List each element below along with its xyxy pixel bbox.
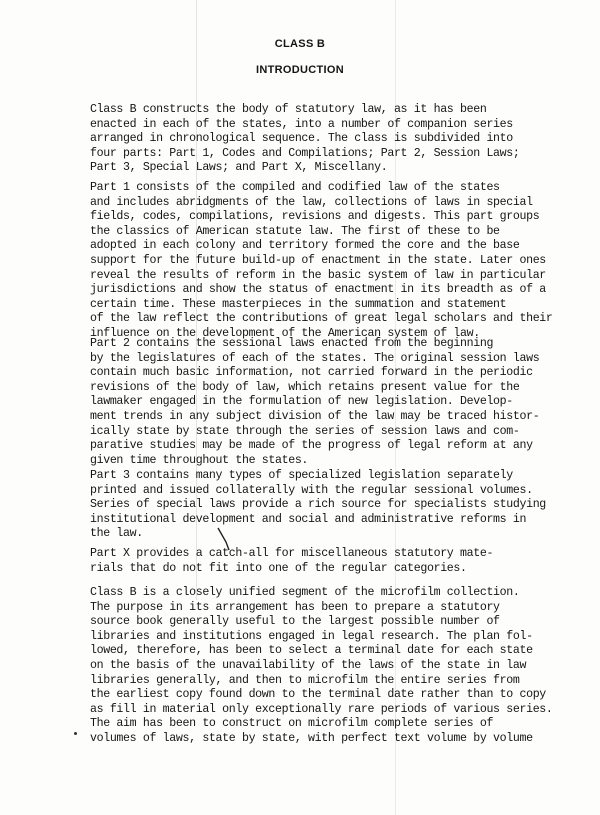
text-line: fields, codes, compilations, revisions and digests. This part groups: [90, 210, 540, 224]
text-line: given time throughout the states.: [90, 453, 309, 467]
text-line: libraries generally, and then to microfilm the entire series from: [90, 673, 520, 687]
paragraph-class-b-overview: [90, 103, 546, 176]
text-line: Class B is a closely unified segment of the microfilm collection.: [90, 586, 520, 599]
text-line: the law.: [90, 527, 143, 541]
text-line: and includes abridgments of the law, collections of laws in special: [90, 195, 533, 209]
text-line: support for the future build-up of enactment in the state. Later ones: [90, 253, 546, 267]
text-line: Part X provides a catch-all for miscellaneous statutory mate-: [90, 547, 494, 560]
text-line: influence on the development of the American system of law.: [90, 326, 480, 340]
paragraph-part-3: [90, 469, 546, 542]
text-line: revisions of the body of law, which retains present value for the: [90, 380, 520, 394]
paragraph-class-b-purpose: [90, 586, 553, 747]
text-line: parative studies may be made of the progress of legal reform at any: [90, 439, 533, 453]
text-line: volumes of laws, state by state, with perfect text volume by volume: [90, 731, 533, 745]
paragraph-part-x: [90, 547, 546, 576]
text-line: institutional development and social and administrative reforms in: [90, 512, 527, 526]
text-line: of the law reflect the contributions of great legal scholars and their: [90, 312, 553, 326]
text-line: source book generally useful to the largest possible number of: [90, 615, 500, 629]
text-line: jurisdictions and show the status of enactment in its breadth as of a: [90, 283, 546, 297]
text-line: The aim has been to construct on microfilm complete series of: [90, 717, 494, 731]
text-line: lawmaker engaged in the formulation of new legislation. Develop-: [90, 395, 513, 409]
text-line: ically state by state through the series of session laws and com-: [90, 424, 520, 438]
text-line: Series of special laws provide a rich source for specialists studying: [90, 498, 546, 512]
text-line: The purpose in its arrangement has been to prepare a statutory: [90, 600, 500, 614]
text-line: adopted in each colony and territory formed the core and the base: [90, 239, 520, 253]
section-title: INTRODUCTION: [256, 64, 344, 76]
pen-stroke-mark: [216, 526, 240, 552]
paragraph-part-1: [90, 181, 553, 342]
text-line: Part 3 contains many types of specialized legislation separately: [90, 469, 513, 482]
text-line: certain time. These masterpieces in the summation and statement: [90, 297, 507, 311]
text-line: Part 1 consists of the compiled and codified law of the states: [90, 181, 500, 194]
text-line: reveal the results of reform in the basic system of law in particular: [90, 268, 546, 282]
text-line: by the legislatures of each of the states. The original session laws: [90, 351, 540, 365]
text-line: rials that do not fit into one of the regular categories.: [90, 561, 467, 575]
text-line: four parts: Part 1, Codes and Compilations; Part 2, Session Laws;: [90, 146, 520, 160]
text-line: contain much basic information, not carried forward in the periodic: [90, 366, 533, 380]
text-line: on the basis of the unavailability of the laws of the state in law: [90, 658, 527, 672]
text-line: the earliest copy found down to the terminal date rather than to copy: [90, 688, 546, 702]
text-line: ment trends in any subject division of the law may be traced histor-: [90, 409, 540, 423]
paragraph-part-2: [90, 337, 546, 468]
text-line: arranged in chronological sequence. The class is subdivided into: [90, 132, 513, 146]
text-line: printed and issued collaterally with the regular sessional volumes.: [90, 483, 533, 497]
ink-dot: [74, 732, 77, 735]
text-line: Class B constructs the body of statutory law, as it has been: [90, 103, 487, 116]
text-line: the classics of American statute law. The first of these to be: [90, 224, 500, 238]
text-line: lowed, therefore, has been to select a terminal date for each state: [90, 644, 533, 658]
text-line: libraries and institutions engaged in legal research. The plan fol-: [90, 629, 533, 643]
text-line: enacted in each of the states, into a number of companion series: [90, 117, 513, 131]
text-line: Part 3, Special Laws; and Part X, Miscellany.: [90, 161, 388, 175]
class-title: CLASS B: [274, 38, 326, 50]
text-line: Part 2 contains the sessional laws enacted from the beginning: [90, 337, 494, 350]
text-line: as fill in material only exceptionally rare periods of various series.: [90, 702, 553, 716]
